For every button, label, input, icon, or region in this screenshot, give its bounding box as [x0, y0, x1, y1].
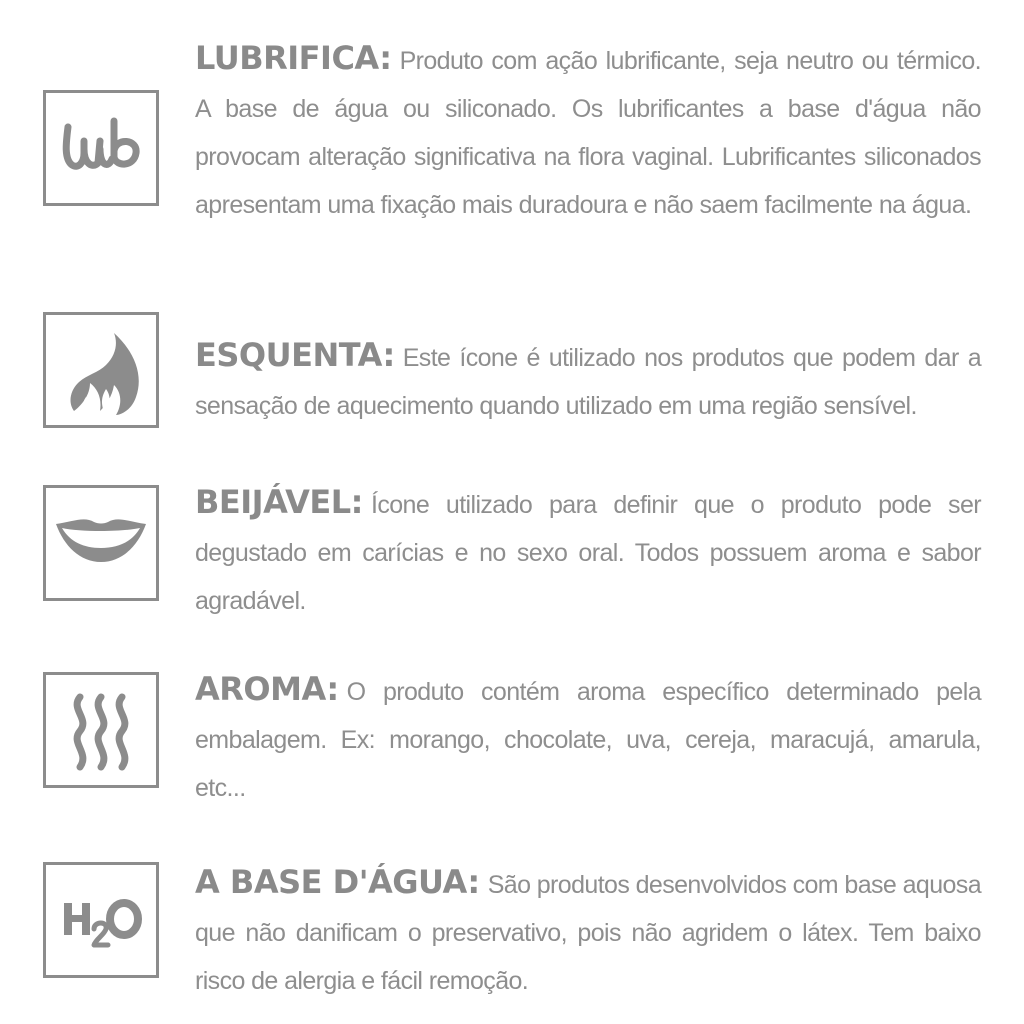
lub-icon-graphic — [46, 93, 156, 203]
entry-term: LUBRIFICA: — [195, 39, 392, 77]
lips-icon — [43, 485, 159, 601]
h2o-icon — [43, 862, 159, 978]
flame-icon-graphic — [46, 315, 156, 425]
entry-term: BEIJÁVEL: — [195, 483, 363, 521]
entry-text: Este ícone é utilizado nos produtos que podem dar a sensação de aquecimento quando utilizado em uma região sensível. — [195, 344, 981, 420]
h2o-icon-graphic — [46, 865, 156, 975]
entry-text: São produtos desenvolvidos com base aquosa que não danificam o preservativo, pois não agridem o látex. Tem baixo risco de alergia e fácil remoção. — [195, 871, 981, 995]
entry-term: AROMA: — [195, 670, 339, 708]
entry-description — [195, 478, 981, 625]
entry-term: A BASE D'ÁGUA: — [195, 863, 480, 901]
entry-text: Produto com ação lubrificante, seja neutro ou térmico. A base de água ou siliconado. Os lubrificantes a base d'água não provocam alteração significativa na flora vaginal. Lubrificantes siliconados apresentam uma fixação mais duradoura e não saem facilmente na água. — [195, 47, 981, 219]
lub-icon — [43, 90, 159, 206]
entry-text: O produto contém aroma específico determinado pela embalagem. Ex: morango, chocolate, uva, cereja, maracujá, amarula, etc... — [195, 678, 981, 802]
entry-term: ESQUENTA: — [195, 336, 395, 374]
entry-description — [195, 858, 981, 1005]
entry-description — [195, 34, 981, 229]
entry-text: Ícone utilizado para definir que o produto pode ser degustado em carícias e no sexo oral. Todos possuem aroma e sabor agradável. — [195, 491, 981, 615]
lips-icon-graphic — [46, 488, 156, 598]
flame-icon — [43, 312, 159, 428]
entry-description — [195, 331, 981, 430]
aroma-waves-icon-graphic — [46, 675, 156, 785]
entry-description — [195, 665, 981, 812]
aroma-waves-icon — [43, 672, 159, 788]
